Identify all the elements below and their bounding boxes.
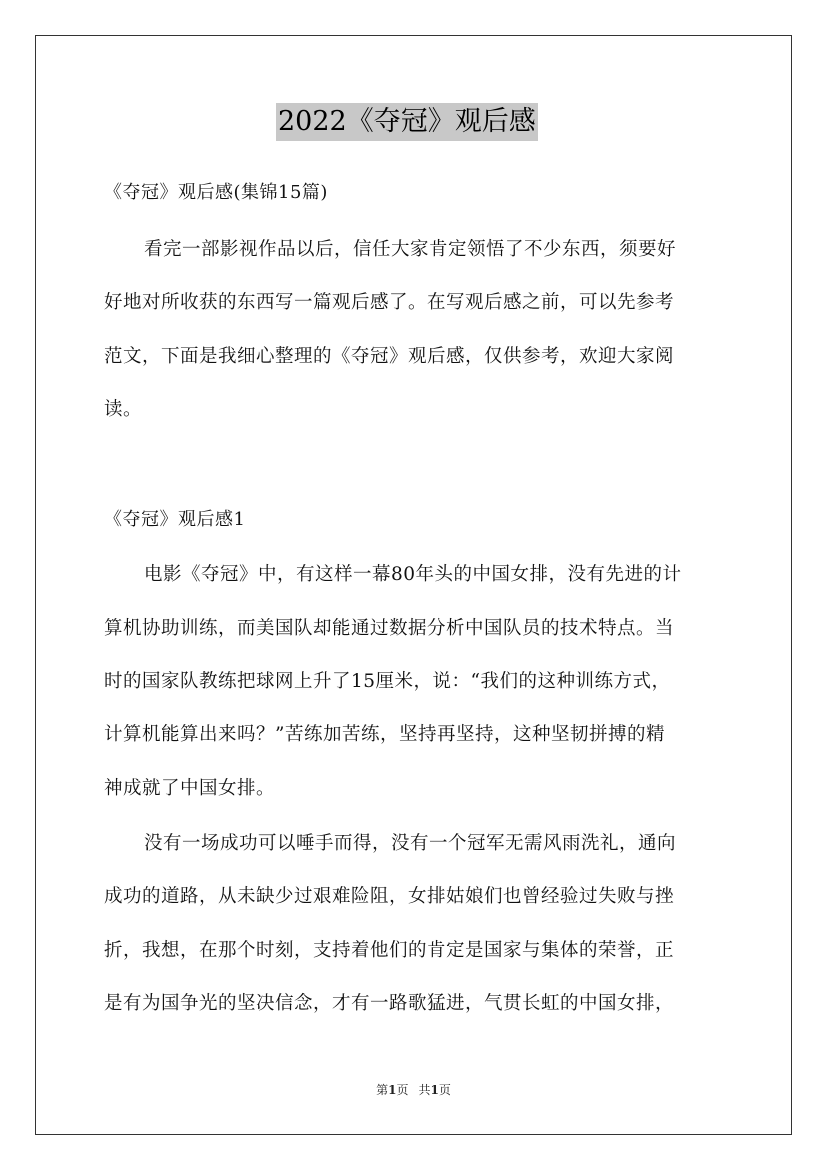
intro-line-1: 看完一部影视作品以后，信任大家肯定领悟了不少东西，须要好	[144, 239, 677, 260]
document-title: 2022《夺冠》观后感	[276, 103, 538, 141]
paragraph-1-line-2: 算机协助训练，而美国队却能通过数据分析中国队员的技术特点。当	[104, 618, 675, 639]
footer-page-number: 1	[388, 1083, 397, 1097]
footer-total-suffix: 页	[438, 1083, 451, 1097]
document-subtitle: 《夺冠》观后感(集锦15篇)	[104, 182, 328, 203]
paragraph-1-line-5: 神成就了中国女排。	[104, 778, 276, 799]
paragraph-2-line-3: 折，我想，在那个时刻，支持着他们的肯定是国家与集体的荣誉，正	[104, 940, 675, 961]
paragraph-1-line-4: 计算机能算出来吗？”苦练加苦练，坚持再坚持，这种坚韧拼搏的精	[104, 724, 665, 745]
paragraph-1-line-3: 时的国家队教练把球网上升了15厘米，说：“我们的这种训练方式，	[104, 671, 671, 692]
paragraph-2-line-1: 没有一场成功可以唾手而得，没有一个冠军无需风雨洗礼，通向	[144, 833, 677, 854]
footer-page-prefix: 第	[376, 1083, 389, 1097]
intro-line-2: 好地对所收获的东西写一篇观后感了。在写观后感之前，可以先参考	[104, 292, 675, 313]
footer-page-suffix: 页	[396, 1083, 409, 1097]
intro-line-3: 范文，下面是我细心整理的《夺冠》观后感，仅供参考，欢迎大家阅	[104, 346, 675, 367]
page-footer	[0, 1082, 827, 1098]
paragraph-2-line-4: 是有为国争光的坚决信念，才有一路歌猛进，气贯长虹的中国女排，	[104, 993, 675, 1014]
section-heading: 《夺冠》观后感1	[104, 509, 246, 530]
footer-total-number: 1	[430, 1083, 439, 1097]
paragraph-2-line-2: 成功的道路，从未缺少过艰难险阻，女排姑娘们也曾经验过失败与挫	[104, 886, 675, 907]
intro-line-4: 读。	[104, 399, 143, 420]
footer-total-prefix: 共	[418, 1083, 431, 1097]
paragraph-1-line-1: 电影《夺冠》中，有这样一幕80年头的中国女排，没有先进的计	[144, 564, 682, 585]
